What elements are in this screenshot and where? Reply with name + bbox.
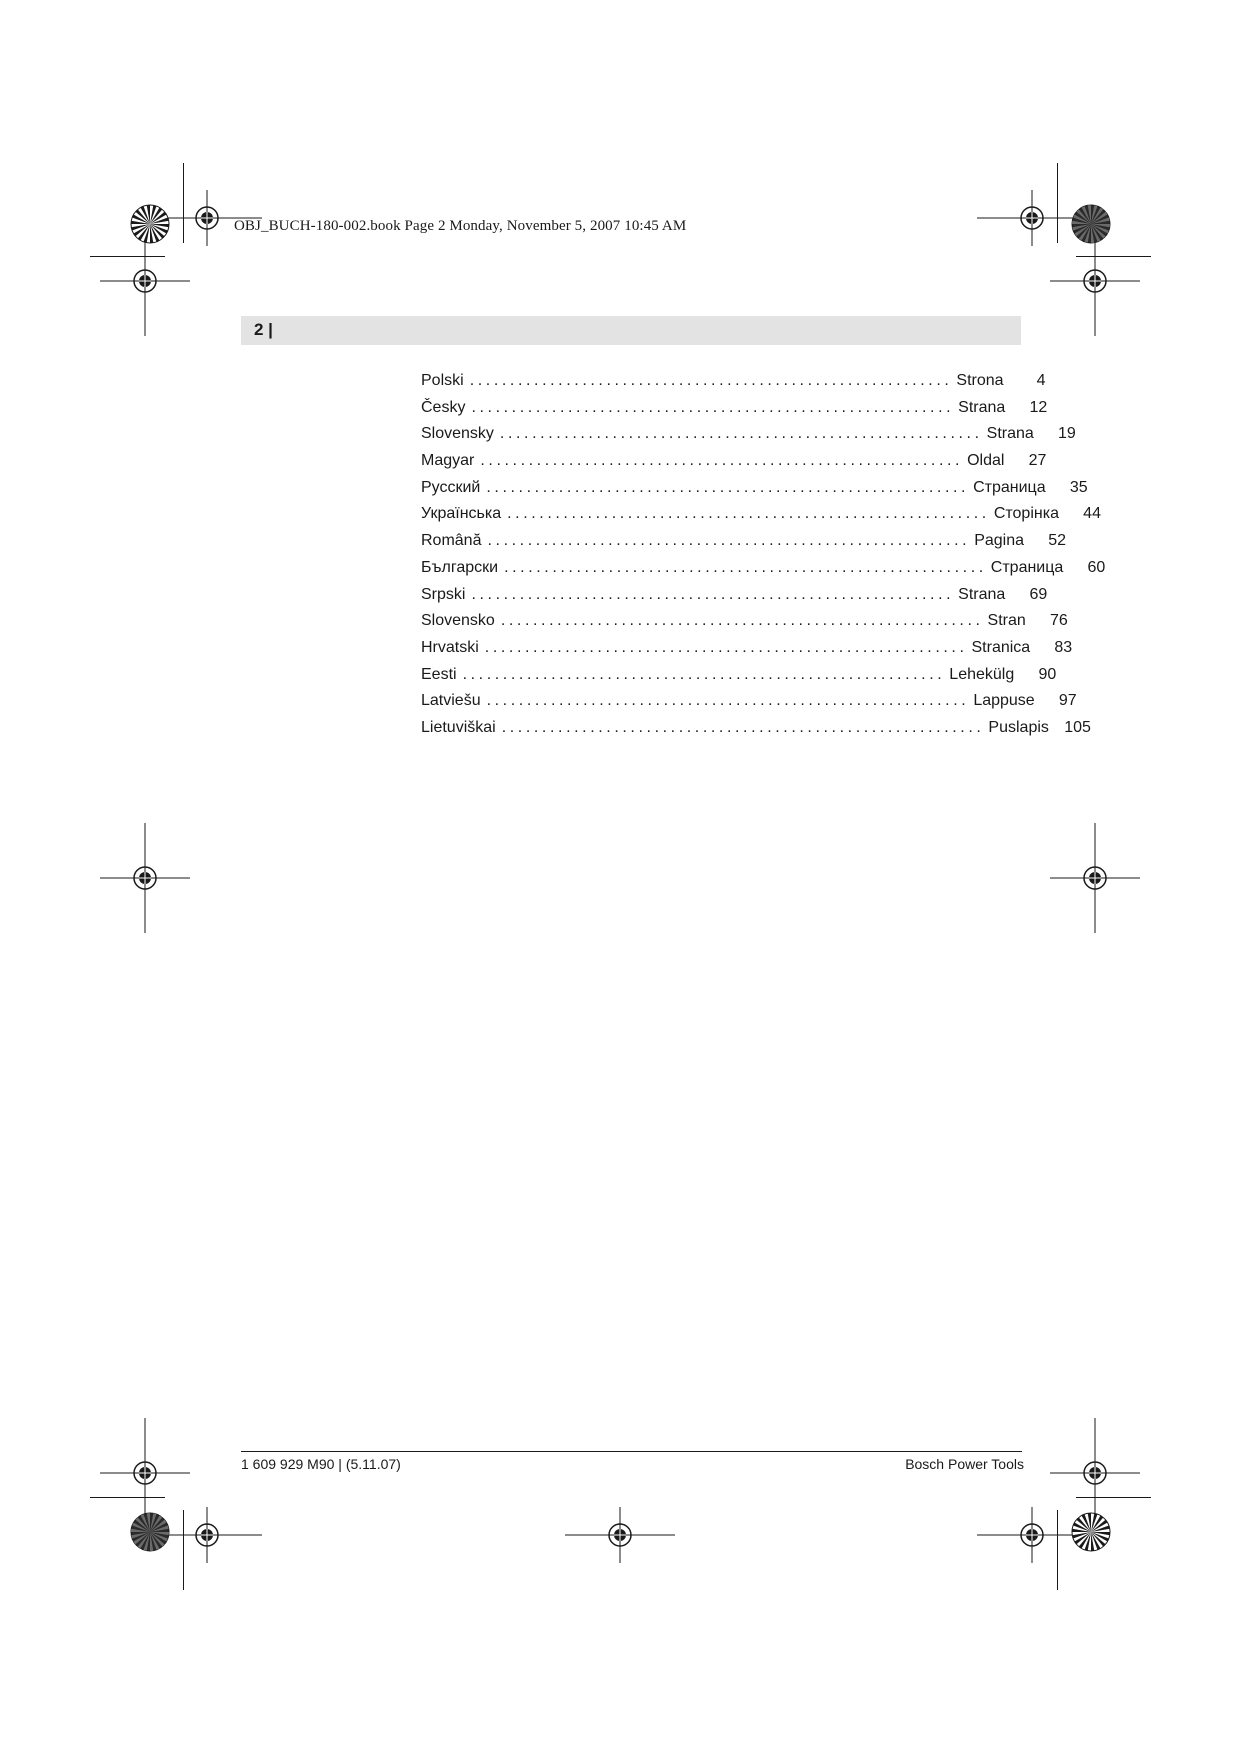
toc-entry bbox=[421, 665, 1057, 693]
toc-page-number: 27 bbox=[1028, 452, 1047, 470]
toc-page-number: 4 bbox=[1036, 372, 1046, 389]
toc-leader-dots: ............................................................ bbox=[471, 398, 955, 416]
toc-language: Magyar bbox=[421, 452, 475, 470]
toc-leader-dots: ............................................................ bbox=[471, 585, 955, 603]
toc-page-number: 83 bbox=[1054, 638, 1073, 656]
toc-leader-dots: ............................................................ bbox=[486, 692, 970, 710]
toc-page-number: 52 bbox=[1048, 532, 1067, 550]
print-info-line: OBJ_BUCH-180-002.book Page 2 Monday, November 5, 2007 10:45 AM bbox=[234, 218, 687, 234]
toc-entry bbox=[421, 478, 1088, 506]
toc-leader-dots: ............................................................ bbox=[486, 478, 970, 496]
toc-language: Eesti bbox=[421, 665, 457, 683]
toc-leader-dots: ............................................................ bbox=[501, 718, 985, 736]
toc-page-label: Strana bbox=[958, 585, 1006, 603]
toc-entry bbox=[421, 425, 1076, 452]
toc-leader-dots: ............................................................ bbox=[484, 638, 968, 656]
toc-language: Hrvatski bbox=[421, 638, 479, 656]
toc-language: Lietuviškai bbox=[421, 718, 496, 736]
toc-leader-dots: ............................................................ bbox=[500, 612, 984, 630]
toc-page-label: Страница bbox=[973, 478, 1046, 496]
registration-mark-icon bbox=[565, 1495, 675, 1575]
toc-language: Русский bbox=[421, 478, 481, 496]
toc-language: Български bbox=[421, 558, 499, 576]
toc-language: Slovensko bbox=[421, 612, 495, 630]
page-header-bar bbox=[241, 316, 1021, 345]
toc-page-label: Stran bbox=[987, 612, 1026, 630]
toc-entry bbox=[421, 585, 1048, 613]
footer-brand: Bosch Power Tools bbox=[905, 1456, 1024, 1472]
toc-page-number: 60 bbox=[1087, 558, 1106, 576]
toc-page-number: 19 bbox=[1057, 425, 1076, 443]
toc-page-label: Lappuse bbox=[973, 692, 1035, 710]
toc-page-number: 44 bbox=[1083, 505, 1101, 523]
toc-entry bbox=[421, 692, 1077, 719]
toc-language: Українська bbox=[421, 505, 502, 523]
toc-entry bbox=[421, 718, 1091, 746]
toc-page-number: 97 bbox=[1058, 692, 1077, 710]
star-target-icon bbox=[1071, 1512, 1111, 1552]
toc-page-label: Strana bbox=[958, 398, 1006, 416]
registration-mark-icon bbox=[1050, 823, 1140, 933]
toc-page-number: 105 bbox=[1064, 718, 1091, 736]
toc-leader-dots: ............................................................ bbox=[469, 372, 953, 389]
toc-leader-dots: ............................................................ bbox=[487, 532, 971, 550]
toc-page-label: Stranica bbox=[971, 638, 1031, 656]
toc-language: Latviešu bbox=[421, 692, 481, 710]
toc-leader-dots: ............................................................ bbox=[499, 425, 983, 443]
footer-doc-number: 1 609 929 M90 | (5.11.07) bbox=[241, 1456, 401, 1472]
toc-entry bbox=[421, 612, 1068, 639]
toc-language: Polski bbox=[421, 372, 464, 389]
star-target-icon bbox=[1071, 204, 1111, 244]
toc-language: Slovensky bbox=[421, 425, 494, 443]
toc-language: Srpski bbox=[421, 585, 466, 603]
toc-entry bbox=[421, 532, 1067, 559]
toc-page-number: 76 bbox=[1050, 612, 1068, 630]
table-of-contents bbox=[421, 372, 1106, 746]
toc-language: Česky bbox=[421, 398, 466, 416]
toc-page-label: Puslapis bbox=[988, 718, 1049, 736]
toc-entry bbox=[421, 372, 1046, 399]
toc-page-label: Strona bbox=[956, 372, 1004, 389]
footer-rule bbox=[241, 1451, 1022, 1452]
page-number: 2 | bbox=[254, 320, 273, 339]
toc-page-label: Lehekülg bbox=[949, 665, 1015, 683]
toc-leader-dots: ............................................................ bbox=[480, 452, 964, 470]
toc-entry bbox=[421, 638, 1073, 666]
toc-leader-dots: ............................................................ bbox=[504, 558, 987, 576]
registration-mark-icon bbox=[100, 823, 190, 933]
toc-entry bbox=[421, 452, 1047, 479]
toc-page-number: 69 bbox=[1029, 585, 1048, 603]
toc-language: Română bbox=[421, 532, 482, 550]
toc-entry bbox=[421, 558, 1106, 586]
toc-page-label: Сторінка bbox=[993, 505, 1059, 523]
toc-page-number: 12 bbox=[1029, 398, 1048, 416]
toc-page-number: 35 bbox=[1069, 478, 1088, 496]
toc-leader-dots: ............................................................ bbox=[462, 665, 946, 683]
toc-page-label: Oldal bbox=[967, 452, 1005, 470]
star-target-icon bbox=[130, 1512, 170, 1552]
toc-page-label: Strana bbox=[986, 425, 1034, 443]
toc-page-label: Pagina bbox=[974, 532, 1025, 550]
toc-page-number: 90 bbox=[1038, 665, 1057, 683]
toc-leader-dots: ............................................................ bbox=[507, 505, 990, 523]
toc-entry bbox=[421, 398, 1048, 426]
toc-page-label: Страница bbox=[990, 558, 1064, 576]
star-target-icon bbox=[130, 204, 170, 244]
toc-entry bbox=[421, 505, 1101, 532]
